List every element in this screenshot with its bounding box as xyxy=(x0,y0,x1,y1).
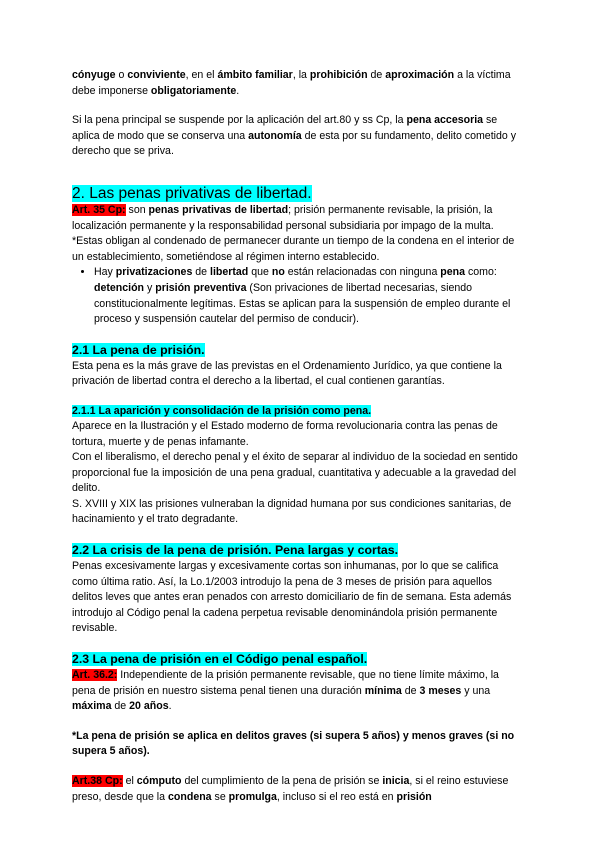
text-span: , si el reino estuviese preso, desde que la xyxy=(72,775,509,803)
list-item xyxy=(94,265,524,327)
article-tag: Art. 36.2: xyxy=(72,669,118,682)
heading-text: 2.1 La pena de prisión. xyxy=(72,342,205,357)
text-span: el xyxy=(122,775,137,787)
document-content xyxy=(72,68,524,805)
section-heading-2-1 xyxy=(72,342,524,359)
text-span: 3 meses xyxy=(419,684,462,697)
paragraph-text: Con el liberalismo, el derecho penal y el éxito de separar al individuo de la sociedad en sentido proporcional fue la imposición de una pena gradual, cuantitativa y adecuable a la gravedad del delito. xyxy=(72,451,518,495)
heading-text: 2.1.1 La aparición y consolidación de la prisión como pena. xyxy=(72,404,372,417)
text-span: penas privativas de libertad xyxy=(148,203,289,216)
paragraph-note: *Estas obligan al condenado de permanecer durante un tiempo de la condena en el interior de un establecimiento, sometiéndose al régimen interno establecido. xyxy=(72,235,515,263)
text-span: del cumplimiento de la pena de prisión se xyxy=(181,775,383,787)
article-tag: Art.38 Cp: xyxy=(72,775,123,787)
text-span: se aplica de modo que se conserva una xyxy=(72,114,498,142)
heading-text: 2.2 La crisis de la pena de prisión. Pena largas y cortas. xyxy=(72,543,399,558)
text-span: Si la pena principal se suspende por la aplicación del art.80 y ss Cp, la xyxy=(72,114,407,127)
text-span: obligatoriamente xyxy=(150,84,237,97)
text-span: o xyxy=(115,69,128,81)
bullet-list xyxy=(72,265,524,327)
heading-text: 2. Las penas privativas de libertad. xyxy=(72,184,312,202)
text-span: máxima xyxy=(72,700,112,713)
section-heading-2-1-1 xyxy=(72,404,524,419)
paragraph-art-38 xyxy=(72,774,524,805)
text-span: inicia xyxy=(382,775,410,787)
text-span: a la víctima debe imponerse xyxy=(72,69,511,97)
text-span: se xyxy=(211,790,229,803)
heading-text: 2.3 La pena de prisión en el Código penal español. xyxy=(72,652,368,667)
text-span: mínima xyxy=(364,684,402,697)
text-span: autonomía xyxy=(248,129,302,142)
text-span: , incluso si el reo está en xyxy=(276,790,397,803)
text-span: . xyxy=(236,84,240,97)
text-span: cómputo xyxy=(136,775,182,787)
text-span: 20 años xyxy=(129,700,169,713)
text-span: son xyxy=(125,203,149,216)
text-span: y xyxy=(144,281,156,294)
text-span: de esta por su fundamento, delito cometido y derecho que se priva. xyxy=(72,129,517,158)
text-span: que xyxy=(248,266,272,279)
text-span: cónyuge xyxy=(72,69,116,81)
text-span: pena xyxy=(440,266,466,279)
text-span: ámbito familiar xyxy=(217,69,293,81)
text-span: privatizaciones xyxy=(115,266,193,279)
text-span: (Son privaciones de libertad necesarias, siendo constitucionalmente legítimas. Estas se aplican para la suspensión de empleo durante el proceso y suspensión cautelar del permiso de conducir). xyxy=(94,281,511,326)
text-span: prisión preventiva xyxy=(155,281,247,294)
text-span: , en el xyxy=(185,69,218,81)
paragraph-text: S. XVIII y XIX las prisiones vulneraban la dignidad humana por sus condiciones sanitarias, de hacinamiento y el trato degradante. xyxy=(72,497,512,526)
text-span: y una xyxy=(461,684,491,697)
paragraph-text: Aparece en la Ilustración y el Estado moderno de forma revolucionaria contra las penas de tortura, muerte y de penas infamante. xyxy=(72,419,498,448)
paragraph-art-36-2 xyxy=(72,668,524,715)
text-span: condena xyxy=(168,790,212,803)
text-span: conviviente xyxy=(127,69,186,81)
article-tag: Art. 35 Cp: xyxy=(72,203,126,216)
text-span: de xyxy=(367,69,386,81)
paragraph-text: Esta pena es la más grave de las previstas en el Ordenamiento Jurídico, ya que contiene la privación de libertad contra el derecho a la libertad, el cual contienen garantías. xyxy=(72,359,502,388)
text-span: ; prisión permanente revisable, la prisión, la localización permanente y la responsabilidad personal subsidiaria por impago de la multa. xyxy=(72,203,494,232)
text-span: prisión xyxy=(396,790,432,803)
paragraph-art-35 xyxy=(72,203,524,234)
paragraph-note-bold: *La pena de prisión se aplica en delitos graves (si supera 5 años) y menos graves (si no supera 5 años). xyxy=(72,729,515,758)
text-span: promulga xyxy=(228,790,277,803)
section-heading-2-3 xyxy=(72,651,524,668)
text-span: de xyxy=(192,266,211,279)
text-span: están relacionadas con ninguna xyxy=(284,266,441,279)
paragraph-ambito-familiar xyxy=(72,68,524,99)
text-span: . xyxy=(168,700,172,713)
paragraph-pena-accesoria xyxy=(72,113,524,160)
paragraph-text: Penas excesivamente largas y excesivamente cortas son inhumanas, por lo que se califica como última ratio. Así, la Lo.1/2003 introdujo la pena de 3 meses de prisión para aquellos delitos leves que antes eran penados con arresto domiciliario de fin de semana. Esta además introdujo al Código penal la cadena perpetua revisable denominándola prisión permanente revisable. xyxy=(72,560,512,635)
text-span: de xyxy=(401,684,420,697)
section-heading-2 xyxy=(72,184,524,203)
text-span: aproximación xyxy=(385,69,455,81)
text-span: como: xyxy=(465,266,497,279)
text-span: detención xyxy=(94,281,145,294)
text-span: no xyxy=(271,266,285,279)
text-span: Hay xyxy=(94,266,116,279)
text-span: libertad xyxy=(210,266,249,279)
text-span: de xyxy=(111,700,130,713)
text-span: , la xyxy=(292,69,310,81)
text-span: Independiente de la prisión permanente revisable, que no tiene límite máximo, la pena de prisión en nuestro sistema penal tienen una duración xyxy=(72,669,499,697)
text-span: pena accesoria xyxy=(406,114,484,127)
section-heading-2-2 xyxy=(72,542,524,559)
text-span: prohibición xyxy=(309,69,368,81)
